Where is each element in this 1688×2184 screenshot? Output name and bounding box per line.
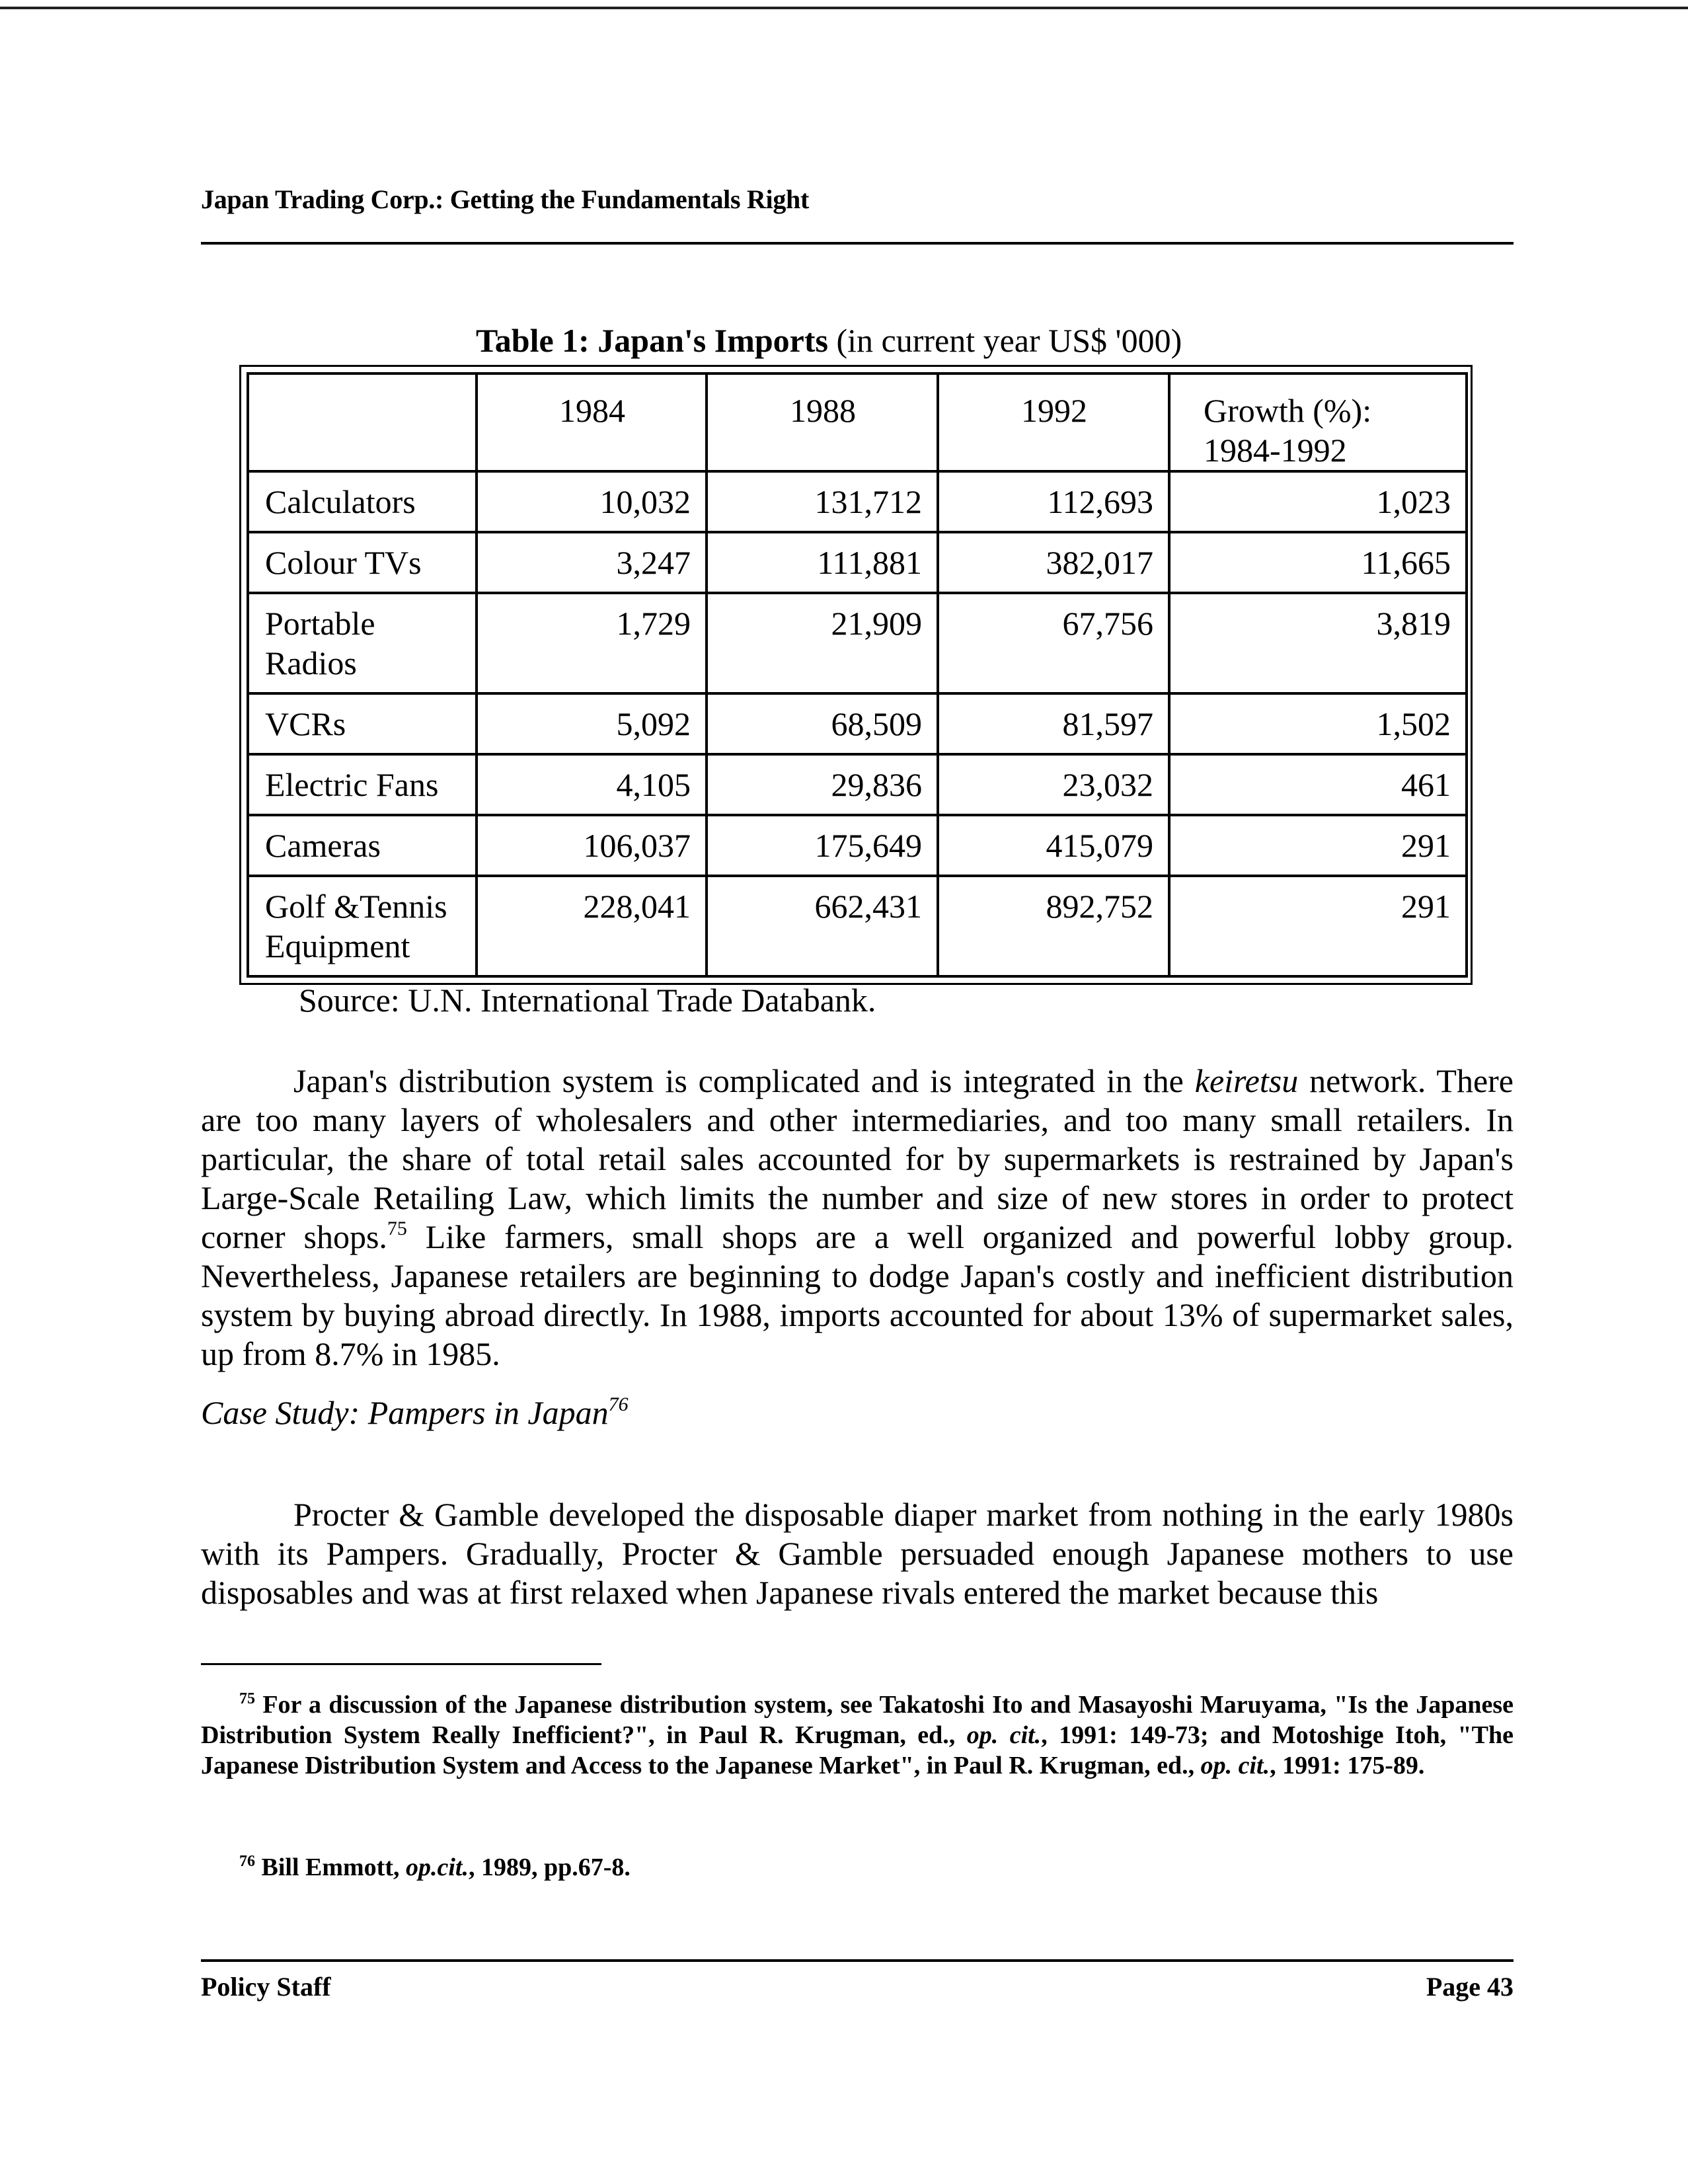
para1-italic: keiretsu <box>1194 1062 1299 1099</box>
cell-growth: 11,665 <box>1169 532 1467 593</box>
case-heading-text: Case Study: Pampers in Japan <box>201 1394 609 1431</box>
column-header-1984: 1984 <box>477 373 707 471</box>
footnote-ref-76: 76 <box>608 1393 629 1415</box>
footnote-rule <box>201 1663 601 1665</box>
cell-growth: 3,819 <box>1169 593 1467 693</box>
table-row <box>248 471 1467 532</box>
table-row <box>248 593 1467 693</box>
case-study-heading <box>201 1393 629 1432</box>
footer-left: Policy Staff <box>201 1972 331 2002</box>
footnote-75-text-a: For a discussion of the Japanese distribution system, see Takatoshi Ito and Masayoshi Maruyama, "Is the Japanese Distribution System Really Inefficient?", in Paul R. Krugman, ed., <box>201 1691 1514 1749</box>
cell-growth: 1,023 <box>1169 471 1467 532</box>
table-header-row <box>248 373 1467 471</box>
row-label: Portable Radios <box>248 593 477 693</box>
cell-1988: 662,431 <box>707 876 938 976</box>
cell-1984: 5,092 <box>477 693 707 754</box>
footer-rule <box>201 1959 1514 1962</box>
row-label: Colour TVs <box>248 532 477 593</box>
cell-1984: 106,037 <box>477 815 707 876</box>
table-row <box>248 693 1467 754</box>
column-header-growth: Growth (%): 1984-1992 <box>1169 373 1467 471</box>
footnote-76-text-b: , 1989, pp.67-8. <box>468 1853 631 1881</box>
table-row <box>248 815 1467 876</box>
body-paragraph-distribution <box>201 1062 1514 1374</box>
imports-table <box>247 372 1468 978</box>
cell-1992: 415,079 <box>938 815 1169 876</box>
para1-text-b: network. There are too many layers of wholesalers and other intermediaries, and too many small retailers. In particular, the share of total retail sales accounted for by supermarkets is restrained by Japan's Large-Scale Retailing Law, which limits the number and size of new stores in order to protect corner shops. <box>201 1062 1514 1255</box>
cell-1992: 892,752 <box>938 876 1169 976</box>
table-title-rest: (in current year US$ '000) <box>827 322 1182 359</box>
cell-1984: 4,105 <box>477 754 707 815</box>
footnote-75 <box>201 1690 1514 1781</box>
footnote-76-number: 76 <box>239 1853 255 1870</box>
cell-1988: 131,712 <box>707 471 938 532</box>
row-label: Golf &Tennis Equipment <box>248 876 477 976</box>
footnote-ref-75: 75 <box>387 1218 407 1239</box>
cell-1992: 67,756 <box>938 593 1169 693</box>
cell-growth: 291 <box>1169 815 1467 876</box>
cell-1984: 3,247 <box>477 532 707 593</box>
footnote-75-text-b: , 1991: 149-73; and Motoshige Itoh, "The Japanese Distribution System and Access to the Japanese Market", in Paul R. Krugman, ed., <box>201 1721 1514 1779</box>
table-frame <box>239 365 1473 985</box>
footnote-75-italic-2: op. cit. <box>1200 1752 1270 1779</box>
cell-1988: 29,836 <box>707 754 938 815</box>
footnote-75-text-c: , 1991: 175-89. <box>1270 1752 1425 1779</box>
para1-text-c: Like farmers, small shops are a well organized and powerful lobby group. Nevertheless, Japanese retailers are beginning to dodge Japan's costly and inefficient distribution system by buying abroad directly. In 1988, imports accounted for about 13% of supermarket sales, up from 8.7% in 1985. <box>201 1218 1514 1372</box>
cell-growth: 291 <box>1169 876 1467 976</box>
footnote-76 <box>201 1852 1514 1883</box>
running-header: Japan Trading Corp.: Getting the Fundamentals Right <box>201 184 809 214</box>
column-header-1988: 1988 <box>707 373 938 471</box>
footnote-75-number: 75 <box>239 1690 255 1707</box>
column-header-blank <box>248 373 477 471</box>
body-paragraph-pampers: Procter & Gamble developed the disposable diaper market from nothing in the early 1980s with its Pampers. Gradually, Procter & Gamble persuaded enough Japanese mothers to use disposables and was at first relaxed when Japanese rivals entered the market because this <box>201 1496 1514 1611</box>
cell-growth: 1,502 <box>1169 693 1467 754</box>
cell-1988: 175,649 <box>707 815 938 876</box>
table-row <box>248 876 1467 976</box>
cell-1988: 21,909 <box>707 593 938 693</box>
para1-text-a: Japan's distribution system is complicated and is integrated in the <box>293 1062 1195 1099</box>
cell-1984: 228,041 <box>477 876 707 976</box>
row-label: Electric Fans <box>248 754 477 815</box>
table-title-bold: Table 1: Japan's Imports <box>476 322 828 359</box>
cell-1992: 112,693 <box>938 471 1169 532</box>
cell-1984: 1,729 <box>477 593 707 693</box>
footnote-75-italic-1: op. cit. <box>966 1721 1042 1749</box>
cell-1992: 81,597 <box>938 693 1169 754</box>
table-row <box>248 754 1467 815</box>
row-label: Cameras <box>248 815 477 876</box>
table-row <box>248 532 1467 593</box>
table-title <box>476 321 1182 360</box>
cell-1992: 23,032 <box>938 754 1169 815</box>
table-source: Source: U.N. International Trade Databank. <box>299 982 876 1019</box>
header-rule <box>201 242 1514 245</box>
row-label: Calculators <box>248 471 477 532</box>
top-rule <box>0 7 1688 9</box>
footnote-76-text-a: Bill Emmott, <box>255 1853 406 1881</box>
column-header-1992: 1992 <box>938 373 1169 471</box>
page-number: Page 43 <box>1426 1972 1514 2002</box>
cell-1988: 68,509 <box>707 693 938 754</box>
row-label: VCRs <box>248 693 477 754</box>
footnote-76-italic: op.cit. <box>405 1853 469 1881</box>
cell-growth: 461 <box>1169 754 1467 815</box>
cell-1988: 111,881 <box>707 532 938 593</box>
cell-1984: 10,032 <box>477 471 707 532</box>
cell-1992: 382,017 <box>938 532 1169 593</box>
